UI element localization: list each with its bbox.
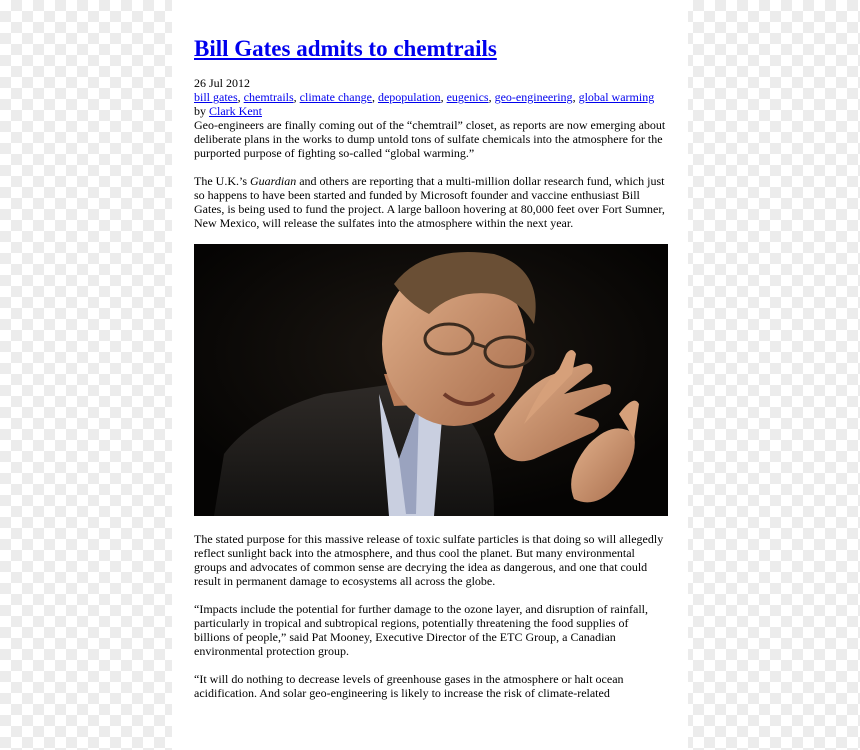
author-link[interactable]: Clark Kent xyxy=(209,104,262,118)
tag-link[interactable]: geo-engineering xyxy=(494,90,573,104)
paragraph-4: “Impacts include the potential for further damage to the ozone layer, and disruption of rainfall, particularly in tropical and subtropical regions, potentially threatening the food supplies of billions of people,” said Pat Mooney, Executive Director of the ETC Group, a Canadian environmental protection group. xyxy=(194,602,649,658)
byline-prefix: by xyxy=(194,104,209,118)
tag-link[interactable]: eugenics xyxy=(446,90,489,104)
paragraph-2 xyxy=(194,174,666,230)
article-title-link[interactable]: Bill Gates admits to chemtrails xyxy=(194,36,497,61)
tag-link[interactable]: bill gates xyxy=(194,90,238,104)
tag-list: bill gates, chemtrails, climate change, depopulation, eugenics, geo-engineering, global warming xyxy=(194,90,655,104)
publication-name: Guardian xyxy=(250,174,297,188)
tag-link[interactable]: depopulation xyxy=(377,90,441,104)
article-meta xyxy=(194,76,666,118)
article xyxy=(172,0,688,750)
byline xyxy=(194,104,666,118)
paragraph-5: “It will do nothing to decrease levels of greenhouse gases in the atmosphere or halt ocean acidification. And solar geo-engineering is likely to increase the risk of climate-related xyxy=(194,672,624,700)
paragraph-1: Geo-engineers are finally coming out of the “chemtrail” closet, as reports are now emerging about deliberate plans in the works to dump untold tons of sulfate chemicals into the atmosphere for the purported purpose of fighting so-called “global warming.” xyxy=(194,118,666,160)
tag-link[interactable]: global warming xyxy=(578,90,655,104)
article-photo xyxy=(194,244,668,516)
tag-link[interactable]: chemtrails xyxy=(243,90,294,104)
tag-link[interactable]: climate change xyxy=(299,90,372,104)
article-date: 26 Jul 2012 xyxy=(194,76,251,90)
paragraph-2-start: The U.K.’s xyxy=(194,174,250,188)
photo-illustration xyxy=(194,244,668,516)
paragraph-2-rest: and others are reporting that a multi-million dollar research fund, which just so happens to have been started and funded by Microsoft founder and vaccine enthusiast Bill Gates, is being used to fund the project. A large balloon hovering at 80,000 feet over Fort Sumner, New Mexico, will release the sulfates into the atmosphere within the next year. xyxy=(194,174,665,230)
paragraph-3: The stated purpose for this massive release of toxic sulfate particles is that doing so will allegedly reflect sunlight back into the atmosphere, and thus cool the planet. But many environmental groups and advocates of common sense are decrying the idea as dangerous, and one that could result in permanent damage to ecosystems all across the globe. xyxy=(194,532,664,588)
article-title xyxy=(194,34,666,64)
